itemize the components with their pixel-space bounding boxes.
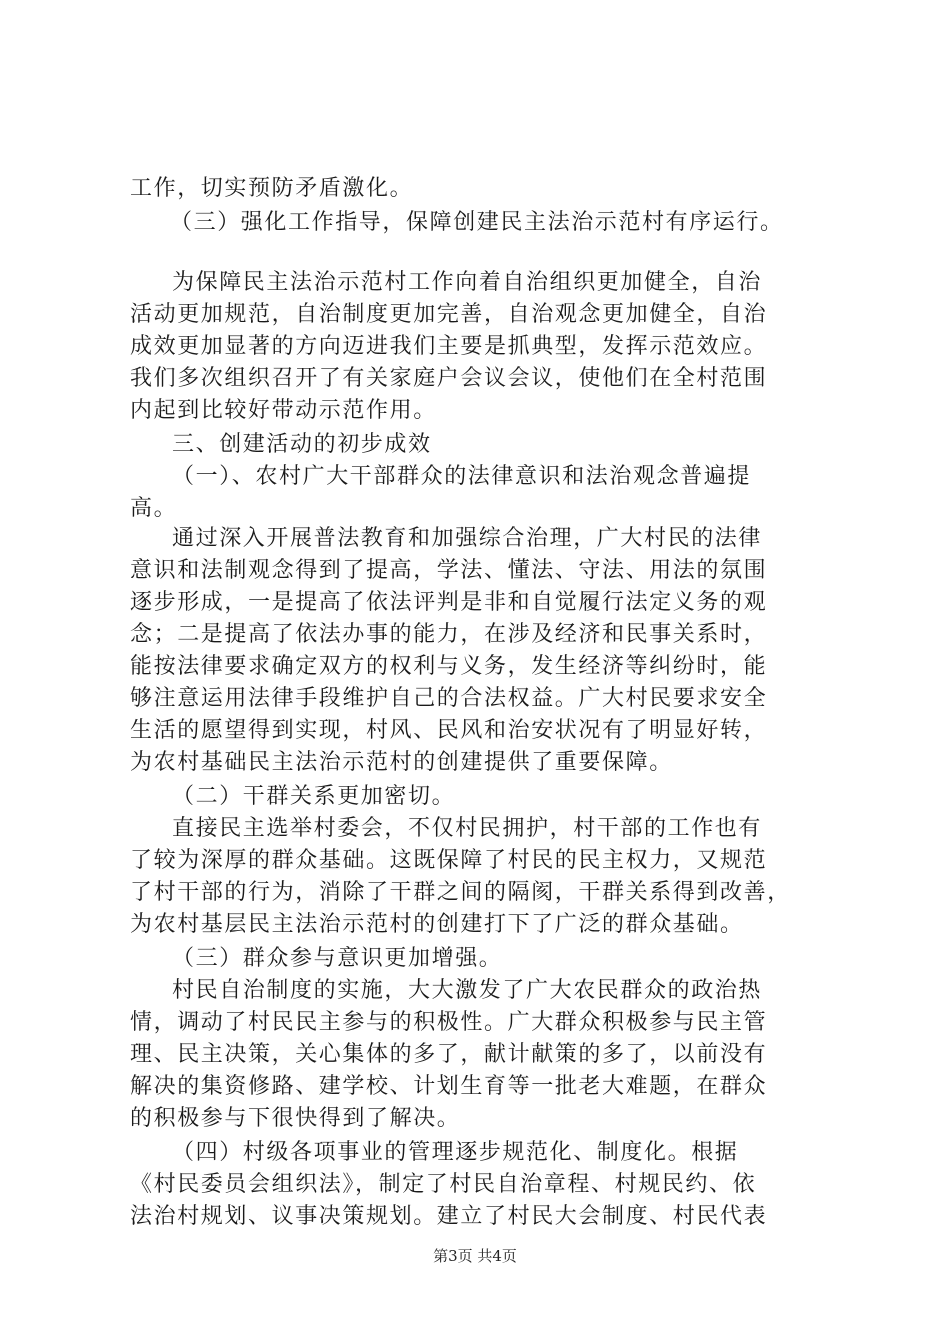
paragraph-line: 生活的愿望得到实现，村风、民风和治安状况有了明显好转， [130,718,768,743]
section-heading: （一）、农村广大干部群众的法律意识和法治观念普遍提 [172,464,752,489]
paragraph-line: 解决的集资修路、建学校、计划生育等一批老大难题，在群众 [130,1074,768,1099]
paragraph-line: 情，调动了村民民主参与的积极性。广大群众积极参与民主管 [130,1010,768,1035]
paragraph-line: 通过深入开展普法教育和加强综合治理，广大村民的法律 [172,526,763,551]
section-heading: （三）群众参与意识更加增强。 [172,946,503,971]
paragraph-line: 成效更加显著的方向迈进我们主要是抓典型，发挥示范效应。 [130,334,768,359]
paragraph-line: 念；二是提高了依法办事的能力，在涉及经济和民事关系时， [130,622,768,647]
paragraph-line: 高。 [130,496,178,521]
paragraph-line: 为农村基层民主法治示范村的创建打下了广泛的群众基础。 [130,912,744,937]
paragraph-line: 够注意运用法律手段维护自己的合法权益。广大村民要求安全 [130,686,768,711]
section-heading: （三）强化工作指导，保障创建民主法治示范村有序运行。 [170,210,784,235]
paragraph-line: 理、民主决策，关心集体的多了，献计献策的多了，以前没有 [130,1042,768,1067]
paragraph-line: 《村民委员会组织法》，制定了村民自治章程、村规民约、依 [130,1172,757,1197]
paragraph-line: 逐步形成，一是提高了依法评判是非和自觉履行法定义务的观 [130,590,768,615]
section-heading: 三、创建活动的初步成效 [172,432,432,457]
paragraph-line: 我们多次组织召开了有关家庭户会议会议，使他们在全村范围 [130,366,768,391]
section-heading: （四）村级各项事业的管理逐步规范化、制度化。根据 [172,1140,739,1165]
paragraph-line: 了村干部的行为，消除了干群之间的隔阂，干群关系得到改善， [130,880,791,905]
paragraph-line: 能按法律要求确定双方的权利与义务，发生经济等纠纷时，能 [130,654,768,679]
paragraph-line: 为农村基础民主法治示范村的创建提供了重要保障。 [130,750,673,775]
paragraph-line: 工作，切实预防矛盾激化。 [130,176,414,201]
paragraph-line: 了较为深厚的群众基础。这既保障了村民的民主权力，又规范 [130,848,768,873]
paragraph-line: 直接民主选举村委会，不仅村民拥护，村干部的工作也有 [172,816,763,841]
paragraph-line: 村民自治制度的实施，大大激发了广大农民群众的政治热 [172,978,763,1003]
paragraph-line: 意识和法制观念得到了提高，学法、懂法、守法、用法的氛围 [130,558,768,583]
paragraph-line: 法治村规划、议事决策规划。建立了村民大会制度、村民代表 [130,1204,768,1229]
paragraph-line: 活动更加规范，自治制度更加完善，自治观念更加健全，自治 [130,302,768,327]
paragraph-line: 为保障民主法治示范村工作向着自治组织更加健全，自治 [172,270,763,295]
section-heading: （二）干群关系更加密切。 [172,784,456,809]
paragraph-line: 的积极参与下很快得到了解决。 [130,1106,461,1131]
paragraph-line: 内起到比较好带动示范作用。 [130,398,437,423]
page-number-footer: 第3页 共4页 [433,1247,517,1265]
